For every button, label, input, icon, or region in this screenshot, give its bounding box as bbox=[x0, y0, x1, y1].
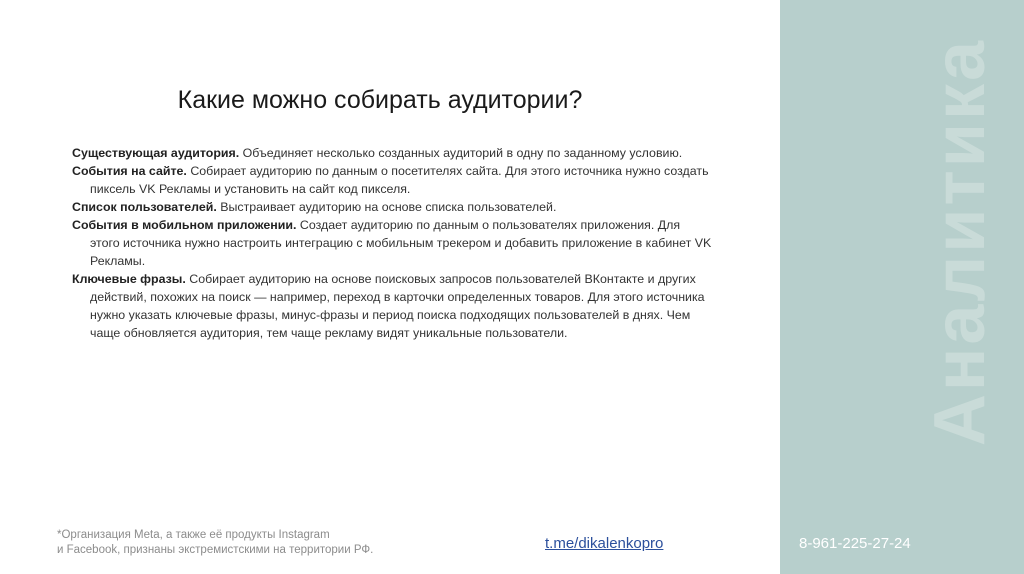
item-term: Существующая аудитория. bbox=[72, 146, 240, 160]
telegram-link[interactable]: t.me/dikalenkopro bbox=[545, 535, 664, 552]
item-term: События на сайте. bbox=[72, 164, 187, 178]
item-text: Собирает аудиторию по данным о посетителях сайта. Для этого источника нужно создать пиксель VK Рекламы и установить на сайт код пикселя. bbox=[90, 164, 709, 196]
list-item bbox=[72, 162, 712, 198]
list-item bbox=[72, 198, 712, 216]
footnote bbox=[57, 528, 373, 558]
list-item bbox=[72, 216, 712, 270]
list-item bbox=[72, 270, 712, 342]
list-item bbox=[72, 144, 712, 162]
item-text: Собирает аудиторию на основе поисковых запросов пользователей ВКонтакте и других действий, похожих на поиск — например, переход в карточки определенных товаров. Для этого источника нужно указать ключевые фразы, минус-фразы и период поиска подходящих пользователей в днях. Чем чаще обновляется аудитория, тем чаще рекламу видят уникальные пользователи. bbox=[90, 272, 705, 340]
audience-list bbox=[72, 144, 712, 342]
page-title: Какие можно собирать аудитории? bbox=[177, 86, 583, 114]
phone-number: 8-961-225-27-24 bbox=[799, 535, 911, 552]
item-term: События в мобильном приложении. bbox=[72, 218, 297, 232]
item-text: Объединяет несколько созданных аудиторий в одну по заданному условию. bbox=[239, 146, 683, 160]
item-term: Ключевые фразы. bbox=[72, 272, 186, 286]
footnote-line: *Организация Meta, а также её продукты Instagram bbox=[57, 529, 330, 541]
item-text: Выстраивает аудиторию на основе списка пользователей. bbox=[216, 200, 557, 214]
item-text: Создает аудиторию по данным о пользователях приложения. Для этого источника нужно настроить интеграцию с мобильным трекером и добавить приложение в кабинет VK Рекламы. bbox=[90, 218, 712, 268]
item-term: Список пользователей. bbox=[72, 200, 217, 214]
sidebar-title-text: Аналитика bbox=[920, 37, 1000, 447]
footnote-line: и Facebook, признаны экстремистскими на территории РФ. bbox=[57, 544, 374, 556]
